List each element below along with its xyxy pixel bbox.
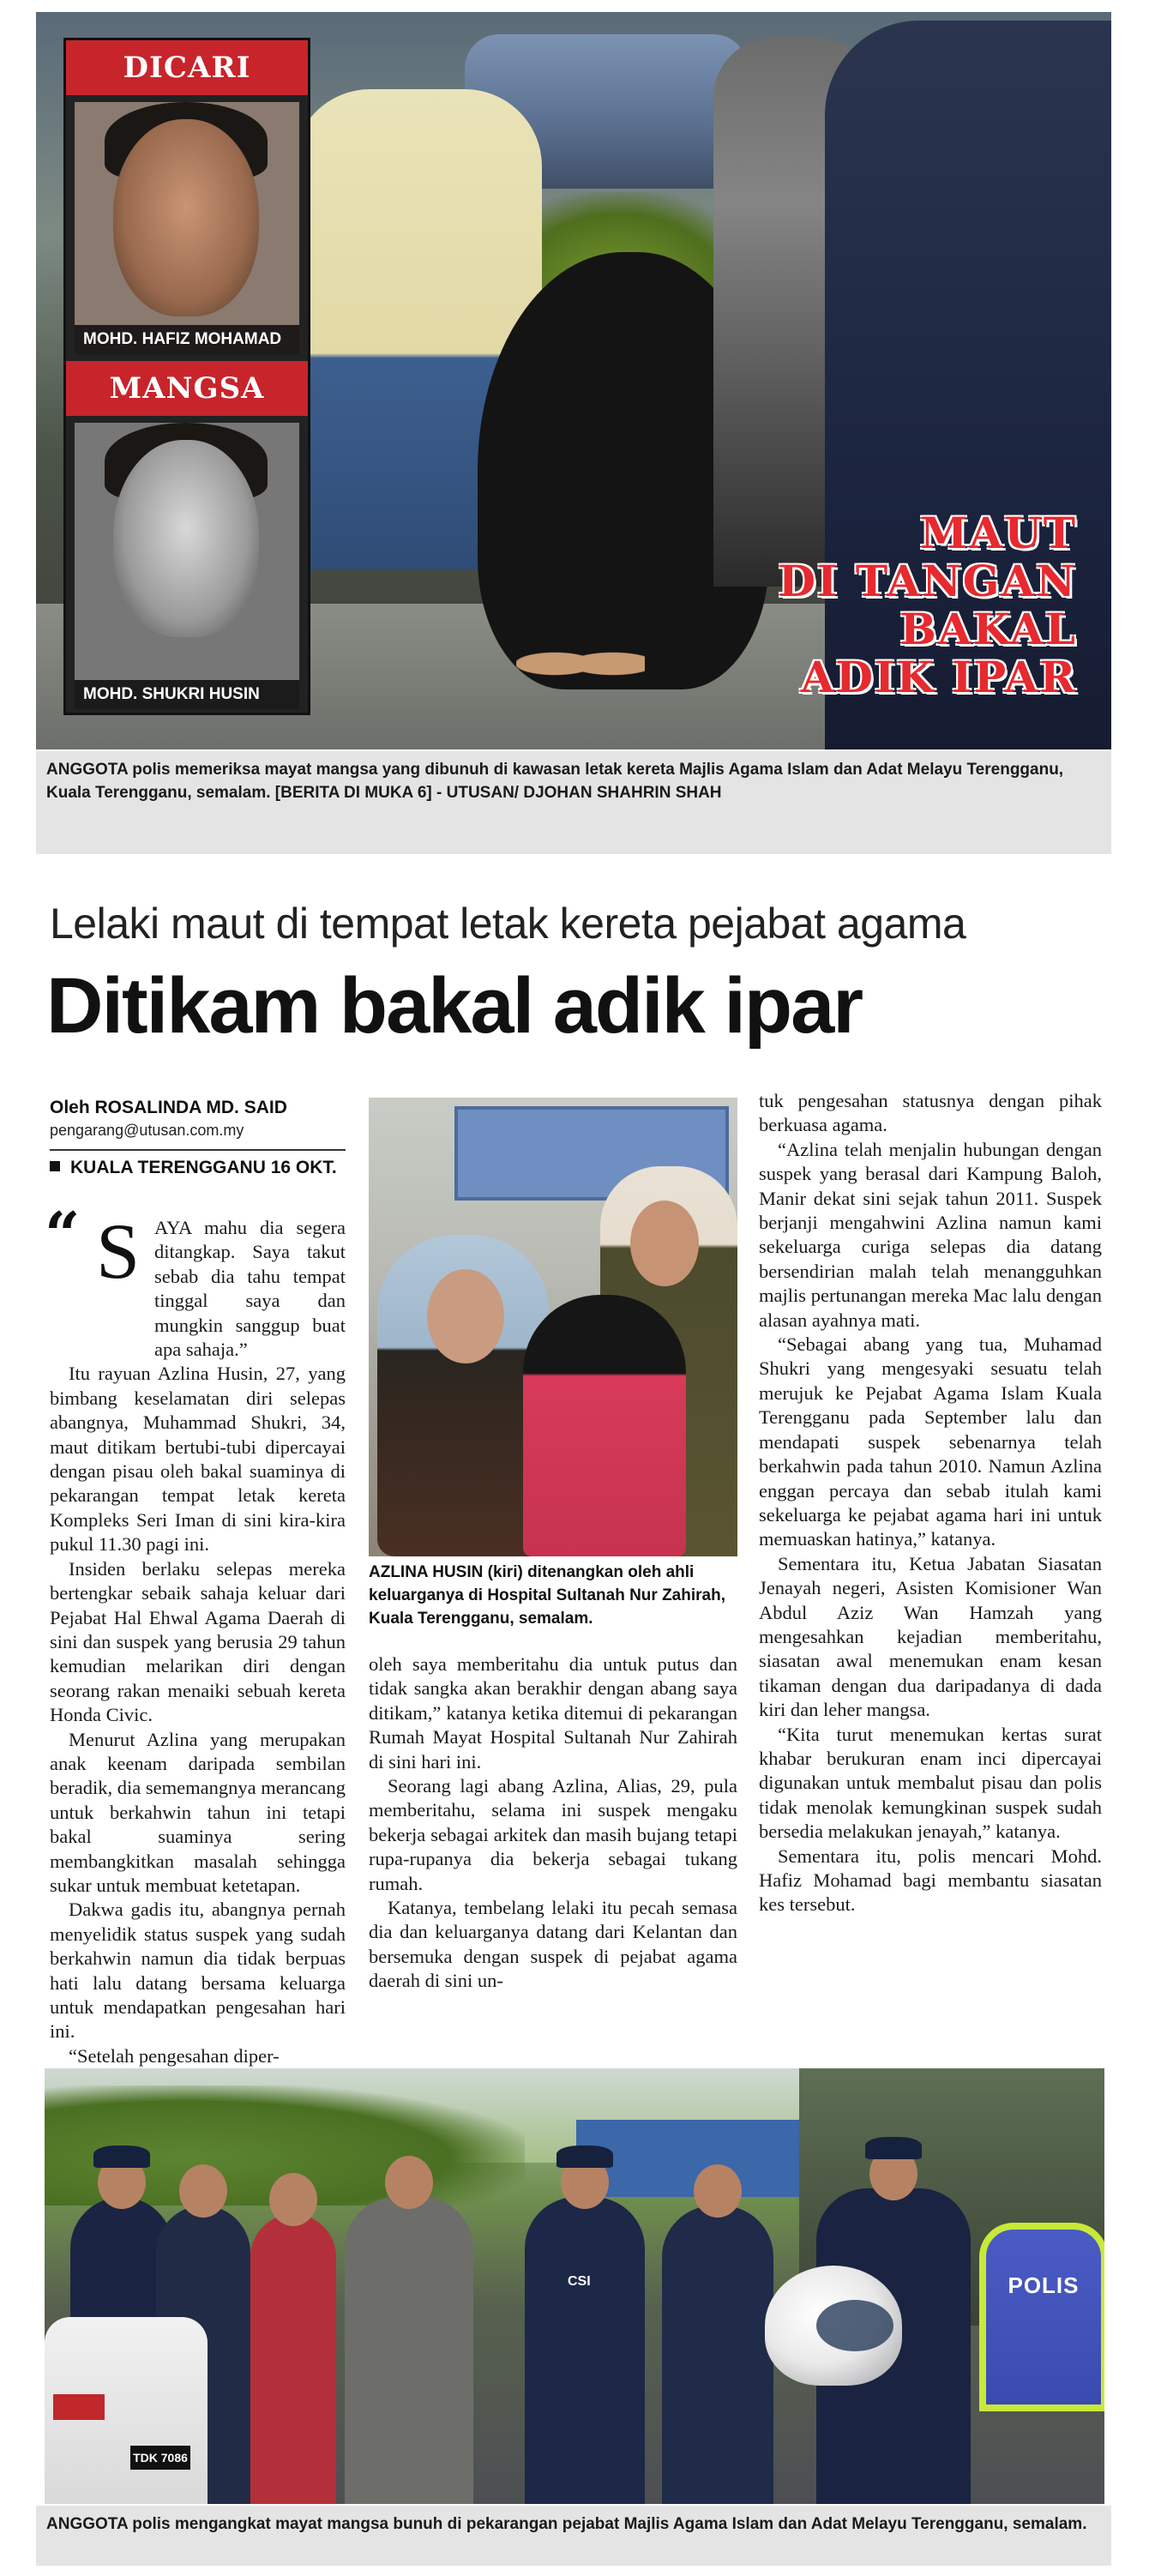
scene-victim-feet [516,638,645,689]
paragraph: Seorang lagi abang Azlina, Alias, 29, pula memberitahu, selama ini suspek mengaku bekerja sebagai arkitek dan masih bujang tetapi rupa-rupanya dia bekerja sebagai tukang rumah. [369,1775,737,1894]
bystander [250,2214,336,2504]
article-column-right [759,1089,1102,2058]
article-headline: Ditikam bakal adik ipar [46,962,863,1050]
face [630,1201,699,1286]
wanted-label: DICARI [66,40,308,95]
bottom-photo-caption: ANGGOTA polis mengangkat mayat mangsa bunuh di pekarangan pejabat Majlis Agama Islam dan Adat Melayu Terengganu, semalam. [36,2506,1111,2566]
paragraph: “Azlina telah menjalin hubungan dengan suspek yang berasal dari Kampung Baloh, Manir dekat sini sejak tahun 2011. Suspek berjanji mengahwini Azlina namun kami sekeluarga curiga selepas dia datang bersendirian malah telah menangguhkan majlis pertunangan mereka Mac lalu dengan alasan ayahnya mati. [759,1138,1102,1331]
victim-label: MANGSA [66,361,308,416]
paragraph: Katanya, tembelang lelaki itu pecah semasa dia dan keluarganya datang dari Kelantan dan bersemuka dengan suspek di pejabat agama daerah di sini un- [369,1897,737,1992]
portrait-face [113,440,259,637]
lead-paragraph [50,1207,346,1362]
bottom-news-photo [45,2068,1104,2504]
paragraph: Dakwa gadis itu, abangnya pernah menyelidik status suspek yang sudah berkahwin namun dia tidak berpuas hati lalu datang bersama keluarga untuk mendapatkan pengesahan hari ini. [50,1899,346,2043]
family-member-girl [523,1295,686,1556]
lead-text: AYA mahu dia segera ditangkap. Saya takut sebab dia tahu tempat tinggal saya dan mungkin sanggup buat apa sahaja.” [154,1217,346,1361]
wanted-victim-panel [63,38,310,715]
helmet-visor [816,2300,893,2351]
dropcap-quote-mark: “ [45,1198,81,1271]
paragraph: Sementara itu, polis mencari Mohd. Hafiz Mohamad bagi membantu siasatan kes tersebut. [759,1845,1102,1916]
victim-name: MOHD. SHUKRI HUSIN [75,680,299,709]
paragraph: “Kita turut menemukan kertas surat khabar berukuran enam inci dipercayai digunakan untuk membalut pisau dan polis tidak menolak kemungkinan suspek sudah bersedia melakukan jenayah,” katanya. [759,1723,1102,1843]
author-email: pengarang@utusan.com.my [50,1122,244,1139]
article-kicker: Lelaki maut di tempat letak kereta pejabat agama [50,900,966,948]
license-plate: TDK 7086 [130,2446,190,2470]
csi-label: CSI [568,2274,591,2289]
paragraph: “Sebagai abang yang tua, Muhamad Shukri yang mengesyaki sesuatu telah merujuk ke Pejabat Agama Islam Kuala Terengganu pada September lalu dan mendapati suspek sebenarnya telah berkahwin pada tahun 2010. Namun Azlina enggan percaya dan sebab itulah kami sekeluarga ke pejabat agama hari ini untuk memuaskan hatinya,” katanya. [759,1333,1102,1550]
paragraph: Insiden berlaku selepas mereka bertengkar sebaik sahaja keluar dari Pejabat Hal Ehwal Agama Daerah di sini dan suspek yang berusia 29 tahun kemudian melarikan diri dengan seorang rakan menaiki sebuah kereta Honda Civic. [50,1557,346,1726]
face [427,1269,504,1363]
paragraph: “Setelah pengesahan diper- [69,2044,280,2067]
head [269,2173,317,2226]
csi-officer [525,2197,645,2504]
paragraph: Menurut Azlina yang merupakan anak keenam daripada sembilan beradik, dia sememangnya merancang untuk berkahwin tahun ini tetapi bakal suaminya sering membangkitkan masalah sehingga sukar untuk membuat ketetapan. [50,1728,346,1896]
byline-rule [50,1149,346,1151]
overlay-line: MAUT [920,508,1077,558]
paragraph: tuk pengesahan statusnya dengan pihak berkuasa agama. [759,1090,1102,1136]
family-photo-caption: AZLINA HUSIN (kiri) ditenangkan oleh ahli keluarganya di Hospital Sultanah Nur Zahirah, Kuala Terengganu, semalam. [369,1563,725,1628]
police-cap-icon [93,2146,150,2168]
photo-overlay-headline [779,509,1077,701]
dateline-square-icon [50,1161,60,1171]
dropcap-letter: S [96,1207,141,1295]
top-photo-caption: ANGGOTA polis memeriksa mayat mangsa yang dibunuh di kawasan letak kereta Majlis Agama Islam dan Adat Melayu Terengganu, Kuala Terengganu, semalam. [BERITA DI MUKA 6] - UTUSAN/ DJOHAN SHAHRIN SHAH [36,751,1111,854]
polis-vest-label: POLIS [1008,2272,1080,2298]
paragraph: oleh saya memberitahu dia untuk putus dan tidak sangka akan berakhir dengan abang saya ditikam,” katanya ketika ditemui di pekarangan Rumah Mayat Hospital Sultanah Nur Zahirah di sini hari ini. [369,1653,737,1773]
author-name: Oleh ROSALINDA MD. SAID [50,1098,287,1117]
dateline-text: KUALA TERENGGANU 16 OKT. [70,1158,337,1177]
family-photo [369,1098,737,1556]
police-cap-icon [556,2146,613,2168]
bystander [345,2197,473,2504]
police-cap-icon [865,2137,922,2159]
byline [50,1096,346,1151]
dateline [50,1158,346,1178]
portrait-face [113,119,259,316]
white-car [45,2317,208,2504]
paragraph: Sementara itu, Ketua Jabatan Siasatan Jenayah negeri, Asisten Komisioner Wan Abdul Aziz Wan Hamzah yang mengesahkan kejadian memberitahu, siasatan awal menemukan enam kesan tikaman dengan dua daripadanya di dada kiri dan leher mangsa. [759,1552,1102,1721]
suspect-name: MOHD. HAFIZ MOHAMAD [75,325,299,354]
head [694,2164,742,2218]
motorcycle-helmet-icon [765,2266,902,2386]
top-news-photo [36,12,1111,749]
overlay-line: BAKAL [899,604,1077,654]
head [385,2156,433,2209]
overlay-line: ADIK IPAR [800,652,1077,702]
polis-vest [979,2223,1104,2411]
article-column-left [50,1207,346,2067]
paragraph: Itu rayuan Azlina Husin, 27, yang bimbang keselamatan diri selepas abangnya, Muhammad Shukri, 34, maut ditikam bertubi-tubi dipercayai dengan pisau oleh bakal suaminya di pekarangan tempat letak kereta Kompleks Seri Iman di sini kira-kira pukul 11.30 pagi ini. [50,1363,346,1556]
suspect-portrait [75,102,299,354]
police-officer [662,2206,773,2504]
article-column-middle [369,1652,737,2064]
tail-light [53,2394,105,2420]
victim-portrait [75,423,299,709]
head [179,2164,227,2218]
overlay-line: DI TANGAN [778,556,1077,606]
